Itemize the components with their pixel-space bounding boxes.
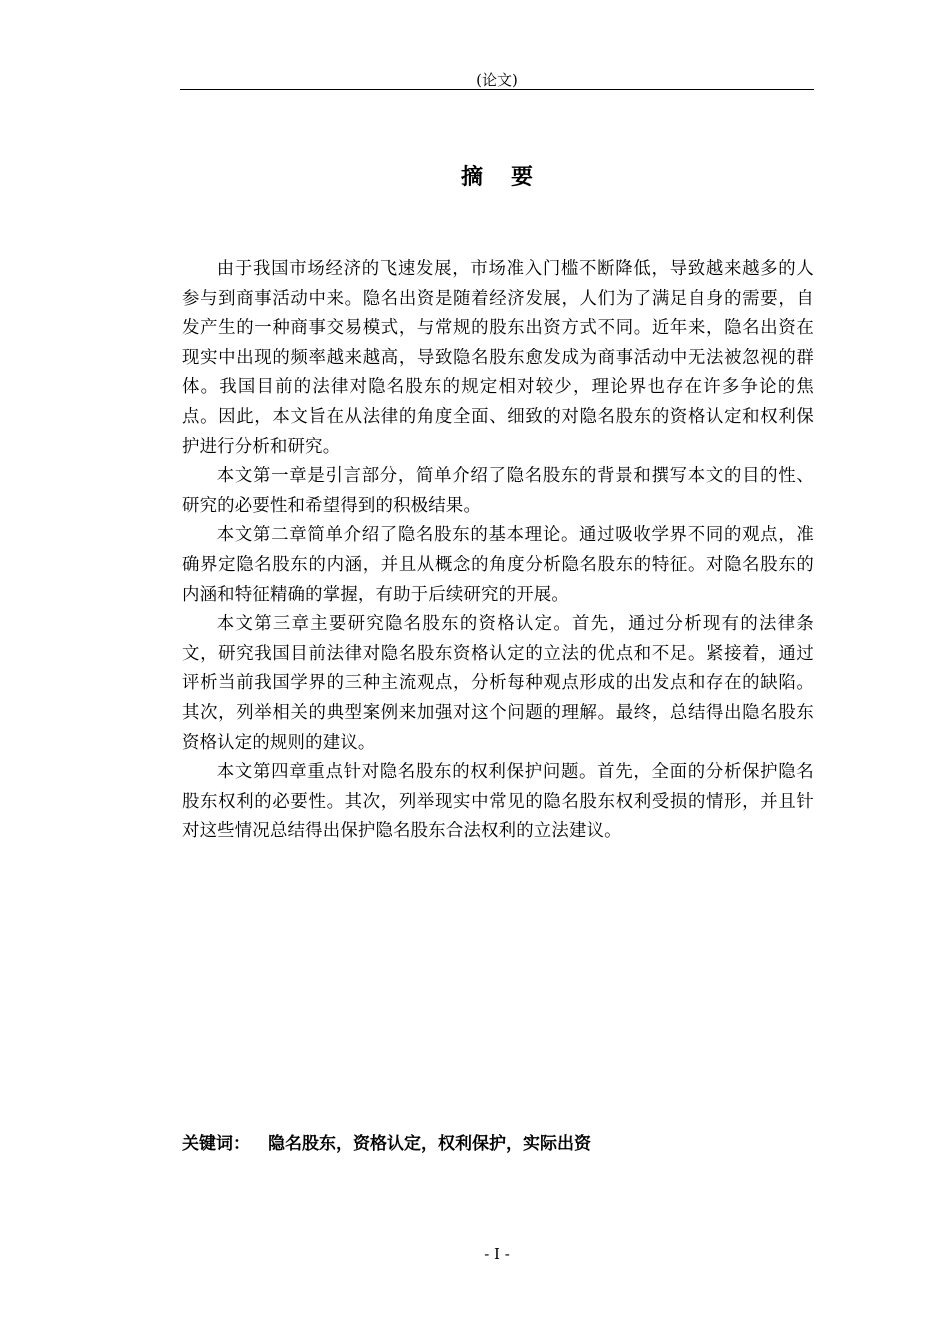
abstract-paragraph-3: 本文第二章简单介绍了隐名股东的基本理论。通过吸收学界不同的观点，准确界定隐名股东的内涵，并且从概念的角度分析隐名股东的特征。对隐名股东的内涵和特征精确的掌握，有助于后续研究的开展。 [182,525,814,605]
header-rule [180,89,814,90]
keywords-values: 隐名股东，资格认定，权利保护，实际出资 [268,1134,591,1154]
abstract-paragraph-2: 本文第一章是引言部分，简单介绍了隐名股东的背景和撰写本文的目的性、研究的必要性和希望得到的积极结果。 [182,466,814,516]
abstract-paragraph-5: 本文第四章重点针对隐名股东的权利保护问题。首先，全面的分析保护隐名股东权利的必要性。其次，列举现实中常见的隐名股东权利受损的情形，并且针对这些情况总结得出保护隐名股东合法权利的立法建议。 [182,762,814,842]
abstract-paragraph-4: 本文第三章主要研究隐名股东的资格认定。首先，通过分析现有的法律条文，研究我国目前法律对隐名股东资格认定的立法的优点和不足。紧接着，通过评析当前我国学界的三种主流观点，分析每种观点形成的出发点和存在的缺陷。其次，列举相关的典型案例来加强对这个问题的理解。最终，总结得出隐名股东资格认定的规则的建议。 [182,614,814,753]
abstract-paragraph-1: 由于我国市场经济的飞速发展，市场准入门槛不断降低，导致越来越多的人参与到商事活动中来。隐名出资是随着经济发展，人们为了满足自身的需要，自发产生的一种商事交易模式，与常规的股东出资方式不同。近年来，隐名出资在现实中出现的频率越来越高，导致隐名股东愈发成为商事活动中无法被忽视的群体。我国目前的法律对隐名股东的规定相对较少，理论界也存在许多争论的焦点。因此，本文旨在从法律的角度全面、细致的对隐名股东的资格认定和权利保护进行分析和研究。 [182,259,814,457]
page-title: 摘要 [460,165,561,190]
page-number: - I - [484,1245,510,1263]
abstract-body [182,255,814,847]
keywords-label: 关键词： [182,1134,250,1154]
running-header: (论文) [476,71,518,89]
keywords-line [182,1130,591,1158]
